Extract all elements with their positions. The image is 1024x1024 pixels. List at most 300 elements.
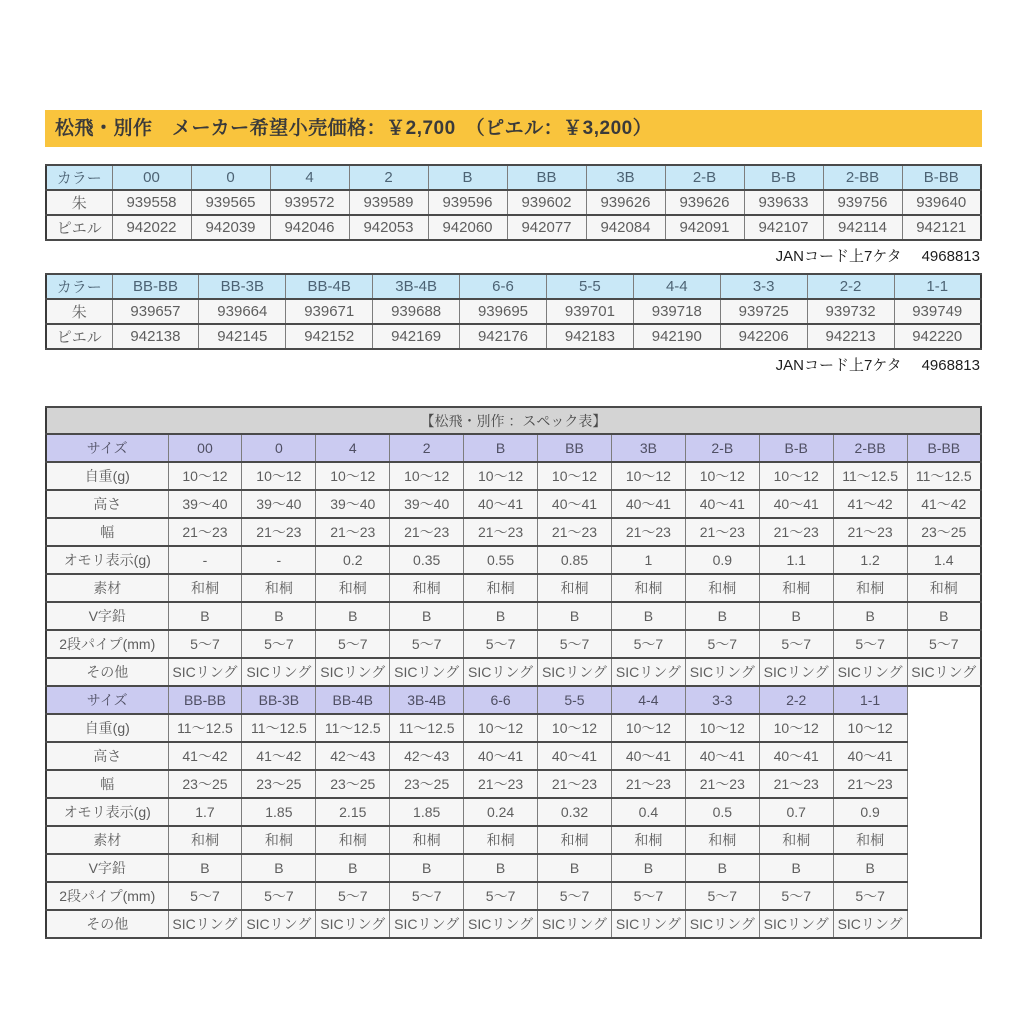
spec-cell: SICリング	[907, 658, 981, 686]
spec-row-label: 素材	[46, 826, 168, 854]
spec-cell: 21～23	[685, 770, 759, 798]
spec-row-label: 幅	[46, 518, 168, 546]
spec-cell: 和桐	[833, 826, 907, 854]
spec-row	[46, 714, 981, 742]
spec-cell: B	[685, 602, 759, 630]
spec-cell: 5～7	[685, 882, 759, 910]
spec-cell: 23～25	[907, 518, 981, 546]
corner-header: カラー	[46, 165, 112, 190]
spec-cell: 5～7	[759, 882, 833, 910]
spec-cell: 21～23	[538, 770, 612, 798]
size-corner-header: サイズ	[46, 434, 168, 462]
price-table-2	[45, 273, 982, 350]
spec-cell: 23～25	[242, 770, 316, 798]
spec-cell: 0.85	[538, 546, 612, 574]
size-column-header: BB-3B	[242, 686, 316, 714]
spec-cell: 21～23	[538, 518, 612, 546]
spec-cell: 40～41	[611, 490, 685, 518]
table-row	[46, 190, 981, 215]
table-row	[46, 299, 981, 324]
spec-cell: 0.35	[390, 546, 464, 574]
jan-cell: 939718	[633, 299, 720, 324]
spec-cell: 1	[611, 546, 685, 574]
jan-cell: 942077	[507, 215, 586, 240]
spec-cell: 21～23	[168, 518, 242, 546]
spec-cell: 10～12	[464, 462, 538, 490]
spec-cell: SICリング	[759, 658, 833, 686]
spec-row-label: その他	[46, 910, 168, 938]
spec-cell: 和桐	[242, 826, 316, 854]
spec-cell: 和桐	[316, 574, 390, 602]
jan-cell: 939602	[507, 190, 586, 215]
spec-cell: 11～12.5	[242, 714, 316, 742]
spec-cell: SICリング	[316, 910, 390, 938]
spec-cell: 5～7	[464, 630, 538, 658]
spec-cell: 5～7	[464, 882, 538, 910]
spec-row-label: 2段パイプ(mm)	[46, 630, 168, 658]
jan-cell: 939688	[373, 299, 460, 324]
jan-cell: 942176	[460, 324, 547, 349]
spec-table	[45, 406, 982, 939]
column-header: 4-4	[633, 274, 720, 299]
spec-row	[46, 462, 981, 490]
size-header-row	[46, 686, 981, 714]
spec-cell: 10～12	[168, 462, 242, 490]
spec-cell: 和桐	[242, 574, 316, 602]
column-header: 3B-4B	[373, 274, 460, 299]
spec-section	[45, 406, 982, 939]
size-corner-header: サイズ	[46, 686, 168, 714]
jan-cell: 939701	[546, 299, 633, 324]
size-column-header: BB	[538, 434, 612, 462]
jan-cell: 939657	[112, 299, 199, 324]
jan-cell: 939671	[286, 299, 373, 324]
spec-cell: B	[907, 602, 981, 630]
jan-cell: 939664	[199, 299, 286, 324]
spec-cell: 40～41	[685, 742, 759, 770]
spec-cell: 0.2	[316, 546, 390, 574]
spec-cell: 10～12	[759, 462, 833, 490]
jan-cell: 939725	[720, 299, 807, 324]
spec-cell: 1.2	[833, 546, 907, 574]
size-column-header: 3-3	[685, 686, 759, 714]
table-row	[46, 324, 981, 349]
spec-cell: SICリング	[242, 910, 316, 938]
spec-cell: 21～23	[242, 518, 316, 546]
spec-cell: 21～23	[685, 518, 759, 546]
empty-cell	[907, 686, 981, 938]
spec-cell: SICリング	[464, 658, 538, 686]
spec-cell: 21～23	[464, 770, 538, 798]
jan-line-1	[45, 241, 982, 273]
size-column-header: 5-5	[538, 686, 612, 714]
spec-cell: SICリング	[390, 910, 464, 938]
spec-cell: 和桐	[538, 826, 612, 854]
spec-title-row	[46, 407, 981, 434]
spec-cell: 41～42	[907, 490, 981, 518]
spec-cell: 和桐	[611, 574, 685, 602]
column-header: 2-2	[807, 274, 894, 299]
jan-cell: 939633	[744, 190, 823, 215]
spec-cell: 5～7	[611, 630, 685, 658]
spec-row	[46, 658, 981, 686]
spec-cell: B	[390, 602, 464, 630]
jan-label: JANコード上7ケタ	[775, 357, 902, 374]
spec-row-label: 高さ	[46, 742, 168, 770]
column-header: 6-6	[460, 274, 547, 299]
size-column-header: 2-B	[685, 434, 759, 462]
column-header: B-B	[744, 165, 823, 190]
spec-cell: 和桐	[316, 826, 390, 854]
spec-cell: 11～12.5	[833, 462, 907, 490]
column-header: BB-BB	[112, 274, 199, 299]
column-header: 1-1	[894, 274, 981, 299]
jan-cell: 939640	[902, 190, 981, 215]
jan-cell: 942107	[744, 215, 823, 240]
spec-cell: SICリング	[538, 658, 612, 686]
spec-cell: 11～12.5	[316, 714, 390, 742]
spec-cell: 21～23	[759, 770, 833, 798]
spec-cell: B	[464, 602, 538, 630]
spec-row	[46, 742, 981, 770]
spec-row-label: その他	[46, 658, 168, 686]
spec-row	[46, 602, 981, 630]
spec-cell: B	[168, 854, 242, 882]
jan-cell: 942138	[112, 324, 199, 349]
jan-cell: 939732	[807, 299, 894, 324]
size-column-header: 2-2	[759, 686, 833, 714]
spec-cell: 21～23	[390, 518, 464, 546]
spec-cell: 5～7	[242, 882, 316, 910]
spec-cell: 11～12.5	[168, 714, 242, 742]
jan-cell: 942169	[373, 324, 460, 349]
table-row	[46, 215, 981, 240]
spec-row-label: 自重(g)	[46, 714, 168, 742]
spec-cell: B	[538, 602, 612, 630]
jan-cell: 942220	[894, 324, 981, 349]
spec-cell: 39～40	[168, 490, 242, 518]
spec-cell: SICリング	[685, 658, 759, 686]
jan-code: 4968813	[921, 248, 980, 265]
spec-cell: 10～12	[833, 714, 907, 742]
spec-cell: 和桐	[611, 826, 685, 854]
jan-cell: 942060	[428, 215, 507, 240]
spec-cell: 40～41	[611, 742, 685, 770]
spec-cell: SICリング	[242, 658, 316, 686]
spec-cell: 21～23	[759, 518, 833, 546]
column-header: BB-3B	[199, 274, 286, 299]
spec-cell: 11～12.5	[907, 462, 981, 490]
spec-cell: 5～7	[833, 630, 907, 658]
spec-row	[46, 910, 981, 938]
spec-row-label: 2段パイプ(mm)	[46, 882, 168, 910]
spec-row	[46, 490, 981, 518]
jan-cell: 942053	[349, 215, 428, 240]
spec-row	[46, 854, 981, 882]
size-column-header: 4-4	[611, 686, 685, 714]
spec-cell: 1.7	[168, 798, 242, 826]
jan-cell: 942039	[191, 215, 270, 240]
column-header: 2-B	[665, 165, 744, 190]
spec-cell: 21～23	[611, 770, 685, 798]
jan-cell: 939558	[112, 190, 191, 215]
column-header: 2	[349, 165, 428, 190]
spec-cell: 和桐	[685, 574, 759, 602]
spec-table-title: 【松飛・別作 ：スペック表】	[46, 407, 981, 434]
jan-cell: 942091	[665, 215, 744, 240]
spec-cell: 5～7	[611, 882, 685, 910]
spec-row	[46, 574, 981, 602]
size-column-header: BB-BB	[168, 686, 242, 714]
size-column-header: 00	[168, 434, 242, 462]
spec-cell: -	[242, 546, 316, 574]
spec-row-label: 高さ	[46, 490, 168, 518]
spec-cell: SICリング	[168, 910, 242, 938]
spec-cell: 10～12	[538, 714, 612, 742]
spec-cell: 和桐	[538, 574, 612, 602]
spec-cell: 5～7	[907, 630, 981, 658]
spec-cell: 39～40	[390, 490, 464, 518]
spec-cell: 40～41	[538, 742, 612, 770]
jan-cell: 939565	[191, 190, 270, 215]
jan-cell: 942206	[720, 324, 807, 349]
spec-cell: 5～7	[390, 882, 464, 910]
spec-cell: SICリング	[390, 658, 464, 686]
spec-cell: 10～12	[611, 462, 685, 490]
spec-cell: 10～12	[464, 714, 538, 742]
spec-cell: 0.5	[685, 798, 759, 826]
size-header-row	[46, 434, 981, 462]
size-column-header: 4	[316, 434, 390, 462]
spec-cell: SICリング	[464, 910, 538, 938]
spec-cell: 39～40	[316, 490, 390, 518]
spec-cell: 23～25	[168, 770, 242, 798]
spec-cell: 40～41	[759, 742, 833, 770]
column-header: 4	[270, 165, 349, 190]
spec-row	[46, 882, 981, 910]
jan-cell: 939626	[665, 190, 744, 215]
spec-cell: 和桐	[464, 574, 538, 602]
jan-label: JANコード上7ケタ	[775, 248, 902, 265]
size-column-header: 0	[242, 434, 316, 462]
spec-cell: 和桐	[168, 574, 242, 602]
jan-cell: 942145	[199, 324, 286, 349]
spec-cell: 1.85	[390, 798, 464, 826]
spec-cell: 0.9	[833, 798, 907, 826]
spec-row	[46, 798, 981, 826]
spec-cell: SICリング	[316, 658, 390, 686]
spec-row	[46, 546, 981, 574]
spec-cell: B	[316, 854, 390, 882]
jan-cell: 942121	[902, 215, 981, 240]
row-label: ピエル	[46, 215, 112, 240]
spec-cell: 40～41	[833, 742, 907, 770]
spec-row	[46, 826, 981, 854]
spec-cell: 21～23	[833, 770, 907, 798]
spec-cell: B	[685, 854, 759, 882]
jan-cell: 939756	[823, 190, 902, 215]
spec-cell: B	[538, 854, 612, 882]
spec-cell: SICリング	[538, 910, 612, 938]
spec-cell: 42～43	[316, 742, 390, 770]
row-label: 朱	[46, 190, 112, 215]
jan-cell: 942183	[546, 324, 633, 349]
spec-cell: SICリング	[759, 910, 833, 938]
jan-cell: 939695	[460, 299, 547, 324]
column-header: BB-4B	[286, 274, 373, 299]
jan-cell: 942114	[823, 215, 902, 240]
size-column-header: 2	[390, 434, 464, 462]
spec-cell: -	[168, 546, 242, 574]
spec-cell: SICリング	[833, 658, 907, 686]
spec-cell: 0.7	[759, 798, 833, 826]
spec-cell: 5～7	[316, 630, 390, 658]
spec-cell: SICリング	[168, 658, 242, 686]
size-column-header: 2-BB	[833, 434, 907, 462]
spec-cell: 23～25	[390, 770, 464, 798]
spec-cell: 5～7	[316, 882, 390, 910]
size-column-header: B-B	[759, 434, 833, 462]
jan-cell: 939589	[349, 190, 428, 215]
size-column-header: B-BB	[907, 434, 981, 462]
spec-cell: 21～23	[611, 518, 685, 546]
jan-cell: 942190	[633, 324, 720, 349]
jan-cell: 939572	[270, 190, 349, 215]
spec-cell: 40～41	[538, 490, 612, 518]
spec-cell: 1.4	[907, 546, 981, 574]
spec-cell: 和桐	[907, 574, 981, 602]
spec-cell: B	[833, 854, 907, 882]
column-header: 5-5	[546, 274, 633, 299]
spec-cell: 和桐	[390, 574, 464, 602]
spec-cell: 40～41	[685, 490, 759, 518]
spec-cell: 0.9	[685, 546, 759, 574]
column-header: B-BB	[902, 165, 981, 190]
spec-cell: 5～7	[168, 882, 242, 910]
spec-cell: 10～12	[759, 714, 833, 742]
spec-cell: 5～7	[538, 882, 612, 910]
spec-cell: B	[168, 602, 242, 630]
spec-cell: 41～42	[242, 742, 316, 770]
jan-cell: 942022	[112, 215, 191, 240]
spec-cell: 0.24	[464, 798, 538, 826]
column-header: BB	[507, 165, 586, 190]
row-label: 朱	[46, 299, 112, 324]
column-header: 0	[191, 165, 270, 190]
spec-cell: 5～7	[390, 630, 464, 658]
spec-cell: 41～42	[833, 490, 907, 518]
corner-header: カラー	[46, 274, 112, 299]
size-column-header: B	[464, 434, 538, 462]
spec-cell: B	[611, 854, 685, 882]
column-header: 3-3	[720, 274, 807, 299]
spec-cell: 和桐	[168, 826, 242, 854]
spec-row-label: 幅	[46, 770, 168, 798]
price-title-bar: 松飛・別作 メーカー希望小売価格：￥2,700 （ピエル：￥3,200）	[45, 110, 982, 147]
spec-cell: B	[759, 602, 833, 630]
spec-cell: 和桐	[685, 826, 759, 854]
jan-code: 4968813	[921, 357, 980, 374]
spec-cell: 和桐	[464, 826, 538, 854]
spec-cell: 0.4	[611, 798, 685, 826]
spec-row-label: V字鉛	[46, 602, 168, 630]
row-label: ピエル	[46, 324, 112, 349]
spec-cell: 5～7	[538, 630, 612, 658]
spec-cell: 和桐	[759, 574, 833, 602]
spec-cell: B	[242, 854, 316, 882]
spec-cell: 5～7	[168, 630, 242, 658]
spec-cell: B	[242, 602, 316, 630]
spec-cell: B	[316, 602, 390, 630]
spec-cell: 11～12.5	[390, 714, 464, 742]
spec-cell: 10～12	[538, 462, 612, 490]
spec-cell: 和桐	[833, 574, 907, 602]
spec-cell: 10～12	[685, 714, 759, 742]
column-header: 00	[112, 165, 191, 190]
spec-cell: 1.1	[759, 546, 833, 574]
size-column-header: 1-1	[833, 686, 907, 714]
spec-cell: SICリング	[685, 910, 759, 938]
column-header: B	[428, 165, 507, 190]
spec-cell: B	[464, 854, 538, 882]
spec-row	[46, 518, 981, 546]
size-column-header: 3B-4B	[390, 686, 464, 714]
spec-cell: 10～12	[611, 714, 685, 742]
spec-cell: 23～25	[316, 770, 390, 798]
spec-cell: 10～12	[685, 462, 759, 490]
price-table-1	[45, 164, 982, 241]
size-column-header: 6-6	[464, 686, 538, 714]
spec-cell: 5～7	[759, 630, 833, 658]
spec-cell: B	[611, 602, 685, 630]
spec-cell: 42～43	[390, 742, 464, 770]
header-row	[46, 274, 981, 299]
spec-row-label: オモリ表示(g)	[46, 798, 168, 826]
spec-cell: 0.55	[464, 546, 538, 574]
spec-cell: 41～42	[168, 742, 242, 770]
spec-cell: B	[833, 602, 907, 630]
jan-cell: 939626	[586, 190, 665, 215]
spec-row-label: オモリ表示(g)	[46, 546, 168, 574]
spec-cell: 39～40	[242, 490, 316, 518]
spec-cell: 10～12	[316, 462, 390, 490]
column-header: 2-BB	[823, 165, 902, 190]
spec-row	[46, 630, 981, 658]
size-column-header: BB-4B	[316, 686, 390, 714]
spec-cell: 10～12	[242, 462, 316, 490]
spec-cell: 0.32	[538, 798, 612, 826]
column-header: 3B	[586, 165, 665, 190]
spec-cell: SICリング	[611, 910, 685, 938]
spec-row-label: V字鉛	[46, 854, 168, 882]
spec-row-label: 自重(g)	[46, 462, 168, 490]
jan-cell: 942152	[286, 324, 373, 349]
jan-cell: 942084	[586, 215, 665, 240]
jan-cell: 939749	[894, 299, 981, 324]
header-row	[46, 165, 981, 190]
spec-cell: 5～7	[685, 630, 759, 658]
spec-cell: SICリング	[833, 910, 907, 938]
spec-cell: 和桐	[759, 826, 833, 854]
jan-line-2	[45, 350, 982, 382]
spec-cell: 5～7	[242, 630, 316, 658]
jan-cell: 939596	[428, 190, 507, 215]
spec-cell: B	[759, 854, 833, 882]
jan-cell: 942213	[807, 324, 894, 349]
spec-cell: B	[390, 854, 464, 882]
size-column-header: 3B	[611, 434, 685, 462]
spec-cell: 1.85	[242, 798, 316, 826]
